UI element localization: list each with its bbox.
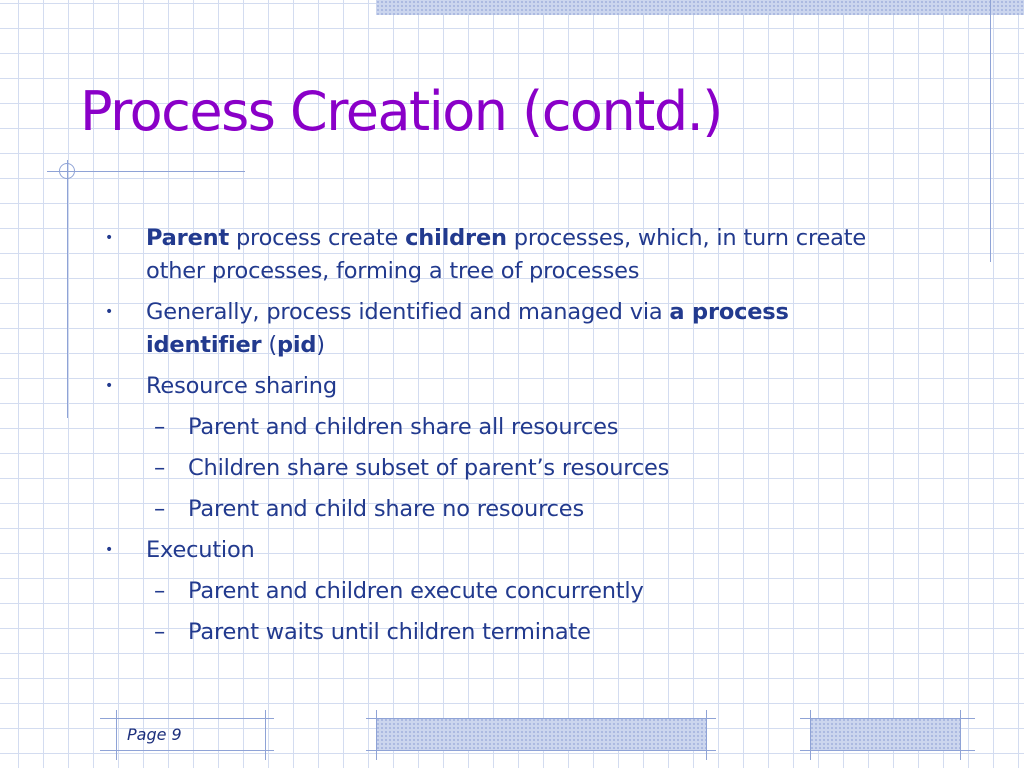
page-number-label: Page 9 xyxy=(127,725,182,744)
text-segment: Generally, process identified and managed via xyxy=(146,299,670,325)
sub-bullet-text: Parent and child share no resources xyxy=(188,496,584,522)
sub-bullet-text: Parent waits until children terminate xyxy=(188,619,591,645)
footer-rule-left-top xyxy=(100,718,274,719)
bullet-text: Resource sharing xyxy=(146,373,337,399)
left-vertical-rule xyxy=(67,160,68,418)
footer-tick-middle-b xyxy=(706,710,707,760)
dash-mark: – xyxy=(154,578,166,604)
footer-tick-left-a xyxy=(116,710,117,760)
emphasis-parent: Parent xyxy=(146,225,229,251)
sub-bullet-item xyxy=(154,493,892,526)
bullet-mark: • xyxy=(105,378,114,394)
bullet-item xyxy=(102,296,892,362)
bullet-list xyxy=(102,222,892,657)
corner-circle-ornament xyxy=(59,163,75,179)
text-segment: ( xyxy=(261,332,277,358)
footer-rule-middle-bottom xyxy=(366,750,716,751)
footer-tick-middle-a xyxy=(376,710,377,760)
footer-tick-left-b xyxy=(265,710,266,760)
footer-tick-right-b xyxy=(960,710,961,760)
sub-bullet-item xyxy=(154,411,892,444)
emphasis-children: children xyxy=(405,225,507,251)
bullet-mark: • xyxy=(105,230,114,246)
slide-title: Process Creation (contd.) xyxy=(80,80,722,143)
footer-rule-right-bottom xyxy=(800,750,975,751)
sub-bullet-text: Parent and children share all resources xyxy=(188,414,619,440)
title-underline-rule xyxy=(47,171,245,172)
footer-tick-right-a xyxy=(810,710,811,760)
sub-bullet-item xyxy=(154,575,892,608)
right-vertical-rule xyxy=(990,0,991,262)
top-dotted-band xyxy=(376,0,1024,15)
footer-rule-right-top xyxy=(800,718,975,719)
bullet-item xyxy=(102,534,892,567)
bullet-item xyxy=(102,222,892,288)
bullet-text xyxy=(146,222,892,288)
dash-mark: – xyxy=(154,496,166,522)
dash-mark: – xyxy=(154,414,166,440)
dash-mark: – xyxy=(154,455,166,481)
emphasis-process-identifier: a process identifier xyxy=(146,299,789,358)
bullet-text: Execution xyxy=(146,537,255,563)
text-segment: processes, which, in turn create other processes, forming a tree of processes xyxy=(146,225,866,284)
bullet-text xyxy=(146,296,892,362)
sub-bullet-item xyxy=(154,452,892,485)
dash-mark: – xyxy=(154,619,166,645)
bullet-item xyxy=(102,370,892,403)
bullet-mark: • xyxy=(105,304,114,320)
text-segment: process create xyxy=(229,225,406,251)
sub-bullet-text: Children share subset of parent’s resources xyxy=(188,455,670,481)
footer-dotted-box-middle xyxy=(376,718,706,750)
text-segment: ) xyxy=(316,332,325,358)
sub-bullet-item xyxy=(154,616,892,649)
footer-dotted-box-right xyxy=(810,718,960,750)
emphasis-pid: pid xyxy=(276,332,317,358)
footer-rule-middle-top xyxy=(366,718,716,719)
footer-rule-left-bottom xyxy=(100,750,274,751)
bullet-mark: • xyxy=(105,542,114,558)
sub-bullet-text: Parent and children execute concurrently xyxy=(188,578,644,604)
